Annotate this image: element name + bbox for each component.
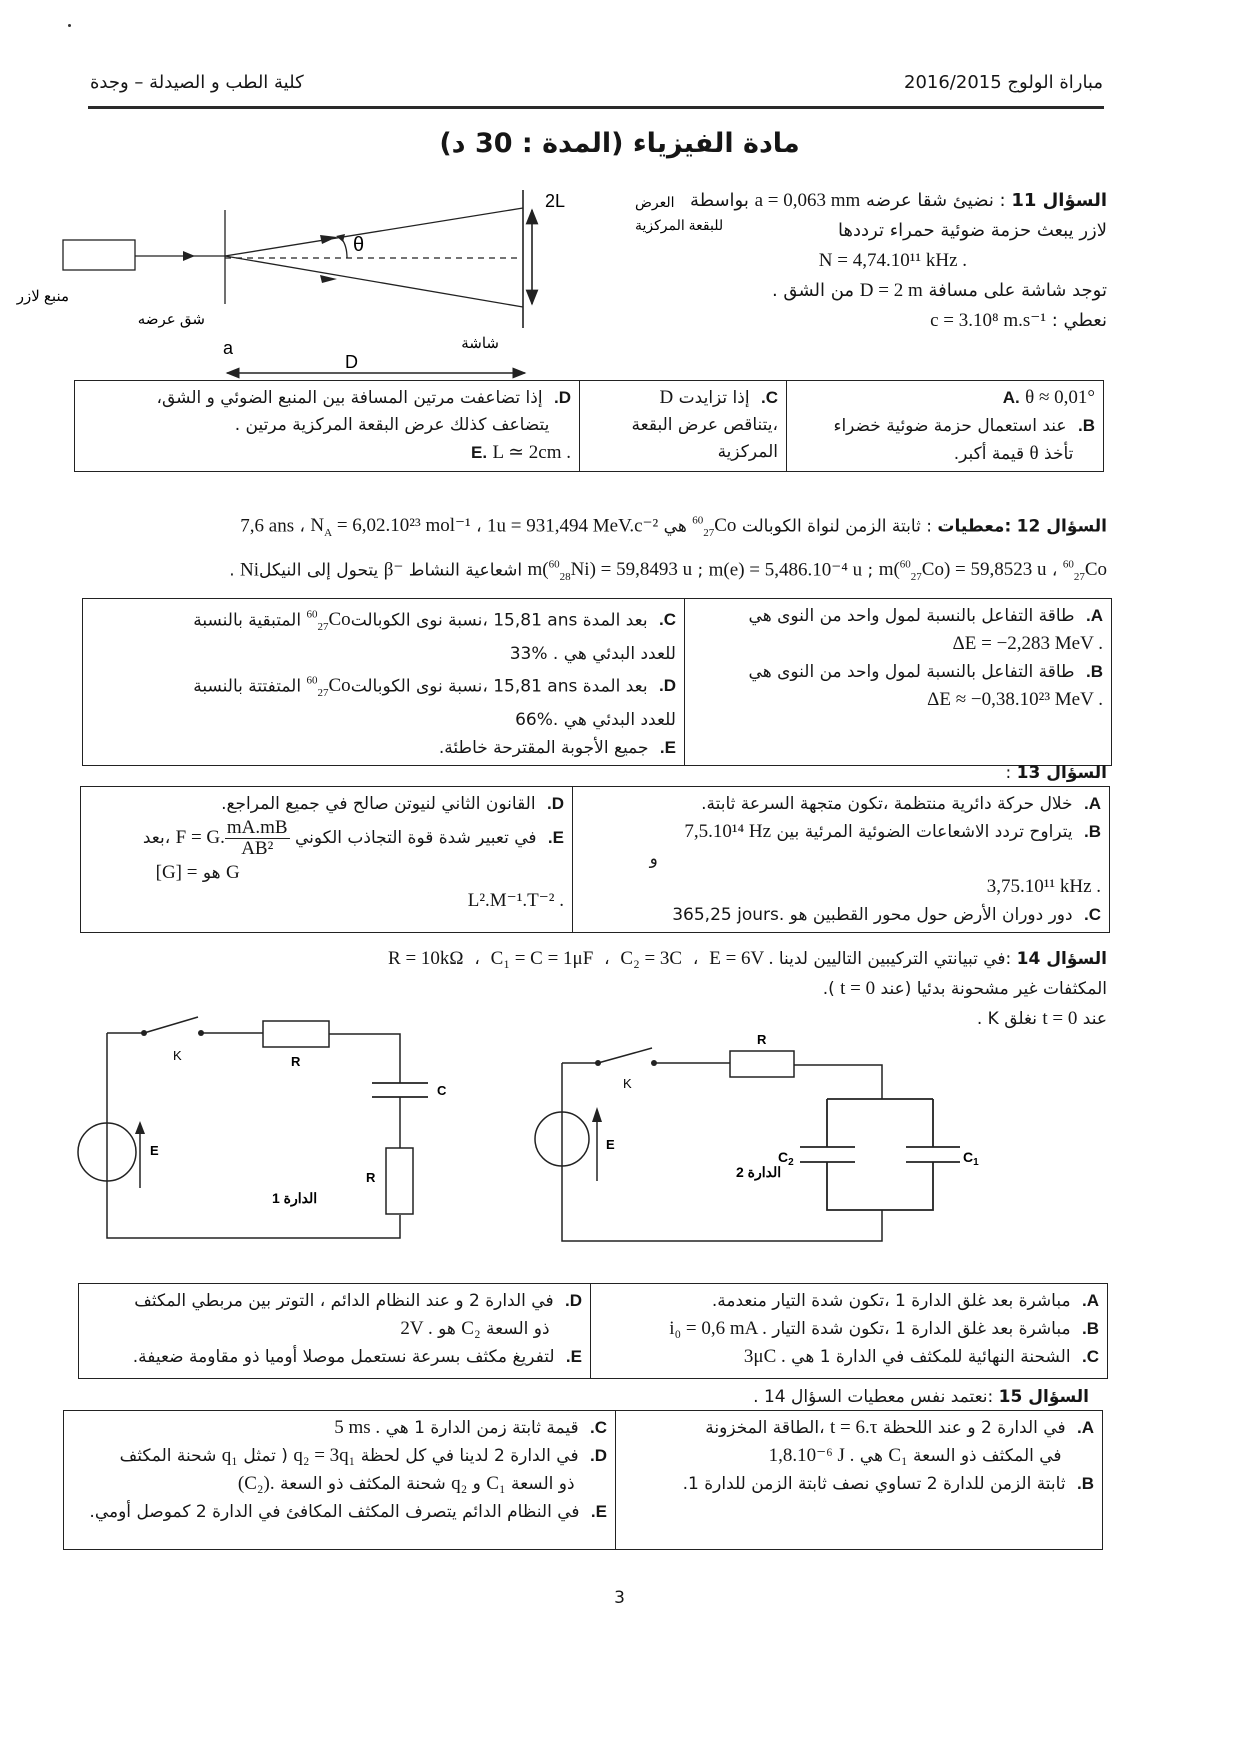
- q15-options: [63, 1410, 1103, 1550]
- wire: [329, 1034, 400, 1083]
- circuit-2-diagram: [520, 1010, 1000, 1260]
- resistor-label: R: [757, 1032, 767, 1047]
- q15-option-e[interactable]: E. في النظام الدائم يتصرف المكثف المكافئ في الدارة 2 كموصل أومي.: [89, 1502, 607, 1522]
- scan-dot: [68, 24, 71, 27]
- q12-statement: [97, 506, 1107, 592]
- parallel-branch: [827, 1099, 933, 1210]
- upper-ray: [225, 208, 523, 256]
- width-symbol: 2L: [545, 191, 566, 211]
- q12-option-b[interactable]: B. طاقة التفاعل بالنسبة لمول واحد من النوى هي ΔE ≈ −0,38.10²³ MeV .: [748, 662, 1103, 710]
- q12-options: [82, 598, 1112, 766]
- switch-blade-k: [144, 1017, 198, 1033]
- resistor-side-label: R: [366, 1170, 376, 1185]
- laser-label: منبع لازر: [16, 288, 69, 305]
- resistor-r: [730, 1051, 794, 1077]
- q12-option-c[interactable]: C. بعد المدة 15,81 ans ،نسبة نوى الكوبالت$^{60}_{27}$Co المتبقية بالنسبة للعدد البدئي هي 33% .: [193, 609, 676, 665]
- q11-option-d[interactable]: D. إذا تضاعفت مرتين المسافة بين المنبع الضوئي و الشق، يتضاعف كذلك عرض البقعة المركزية مرتين .: [156, 388, 571, 435]
- q12-options-col-cde: [83, 599, 685, 766]
- source-label: E: [150, 1143, 159, 1158]
- q15-option-a[interactable]: A. في الدارة 2 و عند اللحظة t = 6.τ ،الطاقة المخزونة في المكثف ذو السعة C₁ هي 1,8.10⁻⁶ J .: [705, 1417, 1094, 1466]
- q11-statement: [637, 186, 1107, 336]
- q15-option-d[interactable]: D. في الدارة 2 لدينا في كل لحظة q₂ = 3q₁ ( تمثل q₁ شحنة المكثف ذو السعة C₁ و q₂ شحنة المكثف ذو السعة (C₂).: [119, 1445, 607, 1494]
- circuit-2-name: الدارة 2: [736, 1164, 782, 1180]
- q12-option-a[interactable]: A. طاقة التفاعل بالنسبة لمول واحد من النوى هي ΔE = −2,283 MeV .: [748, 606, 1103, 654]
- q11-option-a[interactable]: A. θ ≈ 0,01°: [1002, 387, 1095, 408]
- q13-option-d[interactable]: D. القانون الثاني لنيوتن صالح في جميع المراجع.: [221, 794, 564, 814]
- q12-line-2: m($^{60}_{28}$Ni) = 59,8493 u ; m(e) = 5,486.10⁻⁴ u ; m($^{60}_{27}$Co) = 59,8523 u ، $^{60}_{27}$Co اشعاعية النشاط β⁻ يتحول إلى النيكلNi .: [229, 559, 1107, 584]
- lower-ray: [225, 256, 523, 307]
- q11-options-col-de: [75, 381, 580, 472]
- header-exam-year: مباراة الولوج 2016/2015: [904, 72, 1103, 93]
- switch-label: K: [173, 1048, 182, 1063]
- q13-options: [80, 786, 1110, 933]
- width-label-1: العرض: [635, 194, 675, 210]
- q11-line-4: توجد شاشة على مسافة D = 2 m من الشق .: [771, 280, 1107, 301]
- q12-option-e[interactable]: E. جميع الأجوبة المقترحة خاطئة.: [438, 738, 676, 759]
- wire: [562, 1063, 882, 1241]
- q14-options: [78, 1283, 1108, 1379]
- q14-line-2: المكثفات غير مشحونة بدئيا (عند t = 0 ).: [822, 978, 1107, 999]
- switch-label: K: [623, 1076, 632, 1091]
- ray-arrow-icon: [320, 275, 337, 283]
- q11-line-3: N = 4,74.10¹¹ kHz .: [818, 250, 967, 271]
- q11-line-2: لازر يبعث حزمة ضوئية حمراء ترددها: [838, 220, 1107, 241]
- q13-option-a[interactable]: A. خلال حركة دائرية منتظمة ،تكون متجهة السرعة ثابتة.: [701, 794, 1101, 814]
- q12-line-1: السؤال 12 :معطيات : ثابتة الزمن لنواة الكوبالت $^{60}_{27}$Co هي 7,6 ans ، $N_A = 6,02.10^{23}$ mol⁻¹ ، 1u = 931,494 MeV.c⁻²: [240, 515, 1107, 540]
- slit-label: شق عرضه: [137, 311, 205, 328]
- q14-line-3: عند t = 0 نغلق K .: [976, 1008, 1107, 1029]
- q15-options-col-ab: [616, 1411, 1103, 1550]
- q11-option-b[interactable]: B. عند استعمال حزمة ضوئية خضراء تأخذ θ قيمة أكبر.: [833, 416, 1095, 464]
- q12-options-col-ab: [685, 599, 1112, 766]
- capacitor-label: C: [437, 1083, 447, 1098]
- q11-options: [74, 380, 1104, 472]
- q14-options-col-abc: [591, 1284, 1108, 1379]
- q13-heading: السؤال 13 :: [1005, 763, 1107, 783]
- q14-option-b[interactable]: B. مباشرة بعد غلق الدارة 1 ،تكون شدة التيار i₀ = 0,6 mA .: [669, 1318, 1099, 1339]
- q11-options-col-ab: [787, 381, 1104, 472]
- distance-symbol: D: [345, 352, 358, 372]
- q14-option-d[interactable]: D. في الدارة 2 و عند النظام الدائم ، التوتر بين مربطي المكثف ذو السعة C₂ هو 2V .: [134, 1291, 582, 1339]
- circuit-1-name: الدارة 1: [272, 1190, 318, 1206]
- q13-options-col-abc: [573, 787, 1110, 933]
- q11-option-e[interactable]: E. L ≃ 2cm .: [470, 442, 571, 463]
- diffraction-diagram: [16, 180, 724, 380]
- page-title: مادة الفيزياء (المدة : 30 د): [439, 128, 800, 159]
- q14-line-1: السؤال 14 :في تبيانتي التركيبين التاليين لدينا R = 10kΩ ، C₁ = C = 1μF ، C₂ = 3C ، E = 6V .: [388, 948, 1107, 969]
- switch-blade-k: [598, 1048, 652, 1063]
- header-rule: [88, 106, 1104, 109]
- q15-heading: السؤال 15 :نعتمد نفس معطيات السؤال 14 .: [753, 1387, 1089, 1407]
- gravitation-fraction: $\frac{mA.mB}{\text{AB²}}$: [226, 817, 288, 859]
- q14-option-c[interactable]: C. الشحنة النهائية للمكثف في الدارة 1 هي 3μC .: [743, 1346, 1099, 1367]
- resistor-r-top: [263, 1021, 329, 1047]
- wire: [107, 1033, 400, 1238]
- resistor-r-side: [386, 1148, 413, 1214]
- q11-line-5: نعطي : c = 3.10⁸ m.s⁻¹: [930, 310, 1107, 331]
- resistor-top-label: R: [291, 1054, 301, 1069]
- header-faculty: كلية الطب و الصيدلة – وجدة: [90, 72, 304, 93]
- q11-label: السؤال 11: [1011, 190, 1107, 211]
- laser-source-box: [63, 240, 135, 270]
- q14-options-col-de: [79, 1284, 591, 1379]
- capacitor-c2-label: $C_2$: [778, 1149, 794, 1168]
- q13-option-c[interactable]: C. دور دوران الأرض حول محور القطبين هو 365,25 jours.: [672, 905, 1101, 925]
- q14-option-a[interactable]: A. مباشرة بعد غلق الدارة 1 ،تكون شدة التيار منعدمة.: [711, 1291, 1099, 1311]
- slit-width-symbol: a: [223, 338, 234, 358]
- q13-option-b[interactable]: B. يتراوح تردد الاشعاعات الضوئية المرئية بين 7,5.10¹⁴ Hz و 3,75.10¹¹ kHz .: [649, 821, 1101, 897]
- q14-option-e[interactable]: E. لتفريغ مكثف بسرعة نستعمل موصلا أوميا ذو مقاومة ضعيفة.: [132, 1347, 582, 1367]
- q13-options-col-de: [81, 787, 573, 933]
- screen-label: شاشة: [461, 335, 499, 352]
- q15-options-col-cde: [64, 1411, 616, 1550]
- width-label-2: للبقعة المركزية: [635, 217, 724, 233]
- q15-option-c[interactable]: C. قيمة ثابتة زمن الدارة 1 هي 5 ms .: [334, 1417, 607, 1438]
- q15-option-b[interactable]: B. ثابتة الزمن للدارة 2 تساوي نصف ثابتة الزمن للدارة 1.: [682, 1474, 1094, 1494]
- capacitor-c1-label: $C_1$: [963, 1149, 979, 1168]
- circuit-1-diagram: [60, 1000, 540, 1260]
- arrow-up-icon: [592, 1107, 602, 1122]
- wire: [794, 1065, 882, 1099]
- arrow-up-icon: [135, 1121, 145, 1134]
- angle-symbol: θ: [353, 234, 365, 256]
- q12-option-d[interactable]: D. بعد المدة 15,81 ans ،نسبة نوى الكوبالت$^{60}_{27}$Co المتفتتة بالنسبة للعدد البدئي هي 66%.: [193, 675, 676, 731]
- beam-arrow-icon: [183, 251, 195, 261]
- ray-arrow-icon: [320, 235, 337, 244]
- q11-line-1: السؤال 11 : نضيئ شقا عرضه a = 0,063 mm بواسطة: [690, 190, 1107, 211]
- page-number: 3: [614, 1588, 625, 1608]
- q13-option-e[interactable]: E. في تعبير شدة قوة التجاذب الكوني F = G. $\frac{mA.mB}{\text{AB²}}$ ،بعد G هو [G] = L².M⁻¹.T⁻² .: [142, 817, 564, 911]
- q11-option-c[interactable]: C. إذا تزايدت D ،يتناقص عرض البقعة المركزية: [580, 381, 787, 472]
- source-label: E: [606, 1137, 615, 1152]
